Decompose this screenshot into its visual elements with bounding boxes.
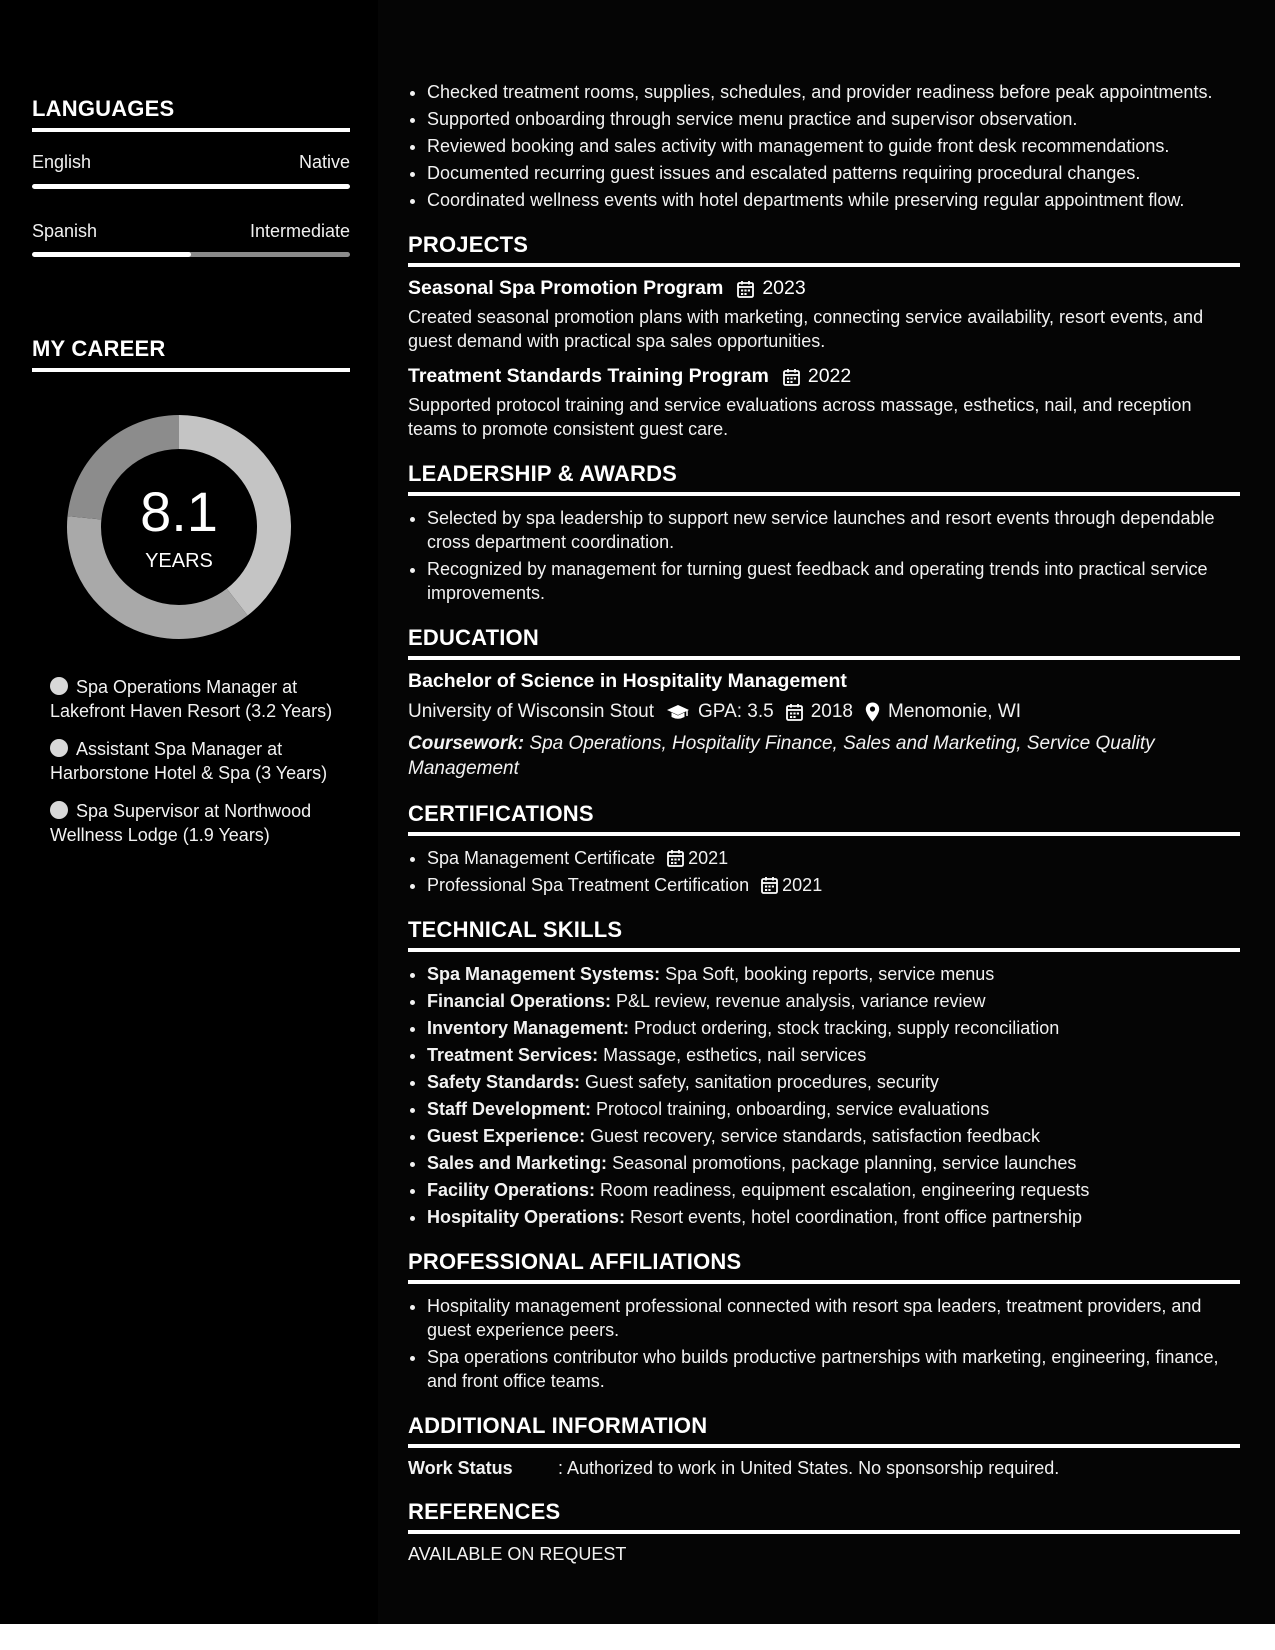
experience-bullet: • Documented recurring guest issues and escalated patterns requiring procedural changes. [427, 161, 1240, 185]
skill-item: • Hospitality Operations: Resort events, hotel coordination, front office partnership [427, 1205, 1240, 1229]
education-heading: EDUCATION [408, 625, 1240, 660]
career-heading: MY CAREER [32, 336, 350, 372]
certifications-list [408, 846, 1240, 897]
project-header [408, 277, 1240, 300]
map-pin-icon [865, 702, 880, 722]
page-bottom-strip [0, 1624, 1275, 1650]
career-years-unit: YEARS [145, 550, 213, 572]
experience-bullet: • Reviewed booking and sales activity with management to guide front desk recommendations. [427, 134, 1240, 158]
education-school: University of Wisconsin Stout [408, 701, 655, 722]
career-item: Assistant Spa Manager at Harborstone Hotel & Spa (3 Years) [50, 739, 328, 783]
references-heading: REFERENCES [408, 1499, 1240, 1534]
career-dot-icon [50, 739, 68, 757]
career-list [50, 675, 340, 861]
graduation-cap-icon [666, 704, 690, 721]
experience-bullet: • Supported onboarding through service menu practice and supervisor observation. [427, 107, 1240, 131]
language-name: English [32, 152, 92, 172]
education-location: Menomonie, WI [888, 701, 1022, 722]
education-degree: Bachelor of Science in Hospitality Management [408, 670, 847, 692]
leadership-item: • Recognized by management for turning guest feedback and operating trends into practical service improvements. [427, 557, 1240, 605]
leadership-list [408, 506, 1240, 605]
skill-item: • Facility Operations: Room readiness, equipment escalation, engineering requests [427, 1178, 1240, 1202]
career-item: Spa Operations Manager at Lakefront Haven Resort (3.2 Years) [50, 677, 333, 721]
project-description: Created seasonal promotion plans with marketing, connecting service availability, resort events, and guest demand with practical spa sales opportunities. [408, 307, 1204, 351]
affiliation-item: • Spa operations contributor who builds productive partnerships with marketing, engineering, finance, and front office teams. [427, 1345, 1240, 1393]
language-row-spanish [32, 221, 350, 242]
certification-item: • Professional Spa Treatment Certification 2021 [427, 873, 1240, 897]
skill-item: • Guest Experience: Guest recovery, service standards, satisfaction feedback [427, 1124, 1240, 1148]
references-text: AVAILABLE ON REQUEST [408, 1544, 627, 1564]
education-details [408, 701, 1240, 723]
calendar-icon [783, 368, 800, 386]
sidebar [0, 0, 378, 1624]
calendar-icon [667, 849, 684, 867]
career-years-value: 8.1 [140, 480, 218, 543]
language-bar-fill [32, 252, 191, 257]
calendar-icon [737, 280, 754, 298]
skill-item: • Staff Development: Protocol training, onboarding, service evaluations [427, 1097, 1240, 1121]
work-status-row [408, 1458, 1240, 1479]
education-gpa: GPA: 3.5 [698, 701, 774, 722]
language-level: Intermediate [249, 221, 350, 241]
work-status-label: Work Status [408, 1458, 513, 1478]
experience-bullet: • Coordinated wellness events with hotel departments while preserving regular appointment flow. [427, 188, 1240, 212]
projects-heading: PROJECTS [408, 232, 1240, 267]
education-year: 2018 [810, 701, 853, 722]
main-content [408, 80, 1240, 1565]
skill-item: • Spa Management Systems: Spa Soft, booking reports, service menus [427, 962, 1240, 986]
skill-item: • Financial Operations: P&L review, revenue analysis, variance review [427, 989, 1240, 1013]
skill-item: • Inventory Management: Product ordering, stock tracking, supply reconciliation [427, 1016, 1240, 1040]
skills-list [408, 962, 1240, 1229]
language-name: Spanish [32, 221, 98, 241]
education-coursework: Coursework: Spa Operations, Hospitality Finance, Sales and Marketing, Service Quality Management [408, 733, 1155, 779]
languages-heading: LANGUAGES [32, 96, 350, 132]
work-status-value: : Authorized to work in United States. No sponsorship required. [558, 1458, 1060, 1478]
project-name: Treatment Standards Training Program [408, 365, 769, 387]
experience-bullet: • Checked treatment rooms, supplies, schedules, and provider readiness before peak appointments. [427, 80, 1240, 104]
leadership-heading: LEADERSHIP & AWARDS [408, 461, 1240, 496]
certification-item: • Spa Management Certificate 2021 [427, 846, 1240, 870]
project-name: Seasonal Spa Promotion Program [408, 277, 724, 299]
calendar-icon [786, 703, 803, 721]
project-year: 2023 [762, 277, 806, 299]
language-bar-fill [32, 184, 350, 189]
career-item: Spa Supervisor at Northwood Wellness Lodge (1.9 Years) [50, 801, 312, 845]
additional-info-heading: ADDITIONAL INFORMATION [408, 1413, 1240, 1448]
skill-item: • Treatment Services: Massage, esthetics, nail services [427, 1043, 1240, 1067]
career-dot-icon [50, 677, 68, 695]
project-year: 2022 [807, 365, 852, 387]
project-description: Supported protocol training and service evaluations across massage, esthetics, nail, and reception teams to promote consistent guest care. [408, 395, 1192, 439]
calendar-icon [761, 876, 778, 894]
career-dot-icon [50, 801, 68, 819]
certifications-heading: CERTIFICATIONS [408, 801, 1240, 836]
leadership-item: • Selected by spa leadership to support new service launches and resort events through dependable cross department coordination. [427, 506, 1240, 554]
skill-item: • Sales and Marketing: Seasonal promotions, package planning, service launches [427, 1151, 1240, 1175]
affiliation-item: • Hospitality management professional connected with resort spa leaders, treatment providers, and guest experience peers. [427, 1294, 1240, 1342]
affiliations-heading: PROFESSIONAL AFFILIATIONS [408, 1249, 1240, 1284]
language-bar-spanish [32, 252, 350, 257]
technical-skills-heading: TECHNICAL SKILLS [408, 917, 1240, 952]
language-level: Native [298, 152, 350, 172]
project-header [408, 365, 1240, 388]
affiliations-list [408, 1294, 1240, 1393]
language-bar-english [32, 184, 350, 189]
experience-bullets [408, 80, 1240, 212]
language-row-english [32, 152, 350, 173]
skill-item: • Safety Standards: Guest safety, sanitation procedures, security [427, 1070, 1240, 1094]
